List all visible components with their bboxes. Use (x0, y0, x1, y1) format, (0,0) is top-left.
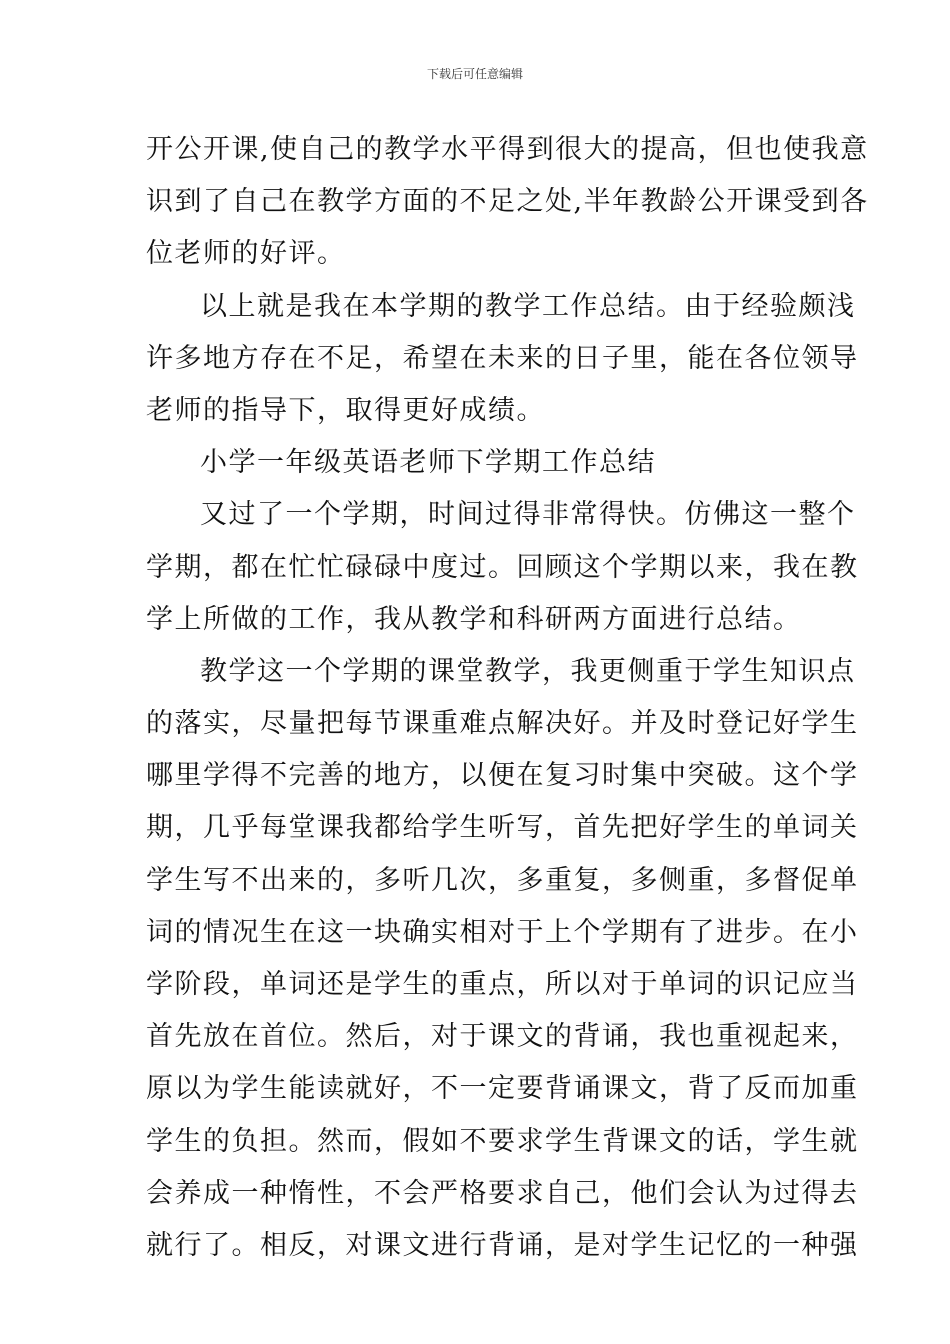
text-line: 学生写不出来的，多听几次，多重复，多侧重，多督促单 (146, 864, 859, 896)
text-line: 首先放在首位。然后，对于课文的背诵，我也重视起来， (146, 1021, 859, 1053)
text-line: 词的情况生在这一块确实相对于上个学期有了进步。在小 (146, 916, 859, 948)
text-line: 学阶段，单词还是学生的重点，所以对于单词的识记应当 (146, 969, 859, 1000)
text-line: 位老师的好评。 (146, 238, 346, 270)
text-line: 的落实，尽量把每节课重难点解决好。并及时登记好学生 (146, 708, 859, 740)
text-line: 学上所做的工作，我从教学和科研两方面进行总结。 (146, 603, 802, 635)
section-title: 小学一年级英语老师下学期工作总结 (200, 447, 656, 479)
text-line: 会养成一种惰性，不会严格要求自己，他们会认为过得去 (146, 1177, 859, 1209)
text-line: 开公开课,使自己的教学水平得到很大的提高，但也使我意 (146, 134, 869, 165)
text-line: 学生的负担。然而，假如不要求学生背课文的话，学生就 (146, 1125, 859, 1157)
body-text (146, 124, 869, 1272)
text-line: 老师的指导下，取得更好成绩。 (146, 394, 545, 426)
text-line: 就行了。相反，对课文进行背诵，是对学生记忆的一种强 (146, 1229, 859, 1261)
text-line: 教学这一个学期的课堂教学，我更侧重于学生知识点 (200, 655, 856, 687)
text-line: 许多地方存在不足，希望在未来的日子里，能在各位领导 (146, 342, 859, 374)
header-note: 下载后可任意编辑 (426, 67, 523, 81)
text-line: 以上就是我在本学期的教学工作总结。由于经验颇浅 (200, 290, 856, 322)
text-line: 学期，都在忙忙碌碌中度过。回顾这个学期以来，我在教 (146, 551, 859, 583)
text-line: 哪里学得不完善的地方，以便在复习时集中突破。这个学 (146, 760, 859, 792)
text-line: 又过了一个学期，时间过得非常得快。仿佛这一整个 (200, 499, 856, 531)
text-line: 原以为学生能读就好，不一定要背诵课文，背了反而加重 (146, 1073, 859, 1105)
text-line: 识到了自己在教学方面的不足之处,半年教龄公开课受到各 (146, 186, 869, 218)
text-line: 期，几乎每堂课我都给学生听写，首先把好学生的单词关 (146, 812, 859, 844)
